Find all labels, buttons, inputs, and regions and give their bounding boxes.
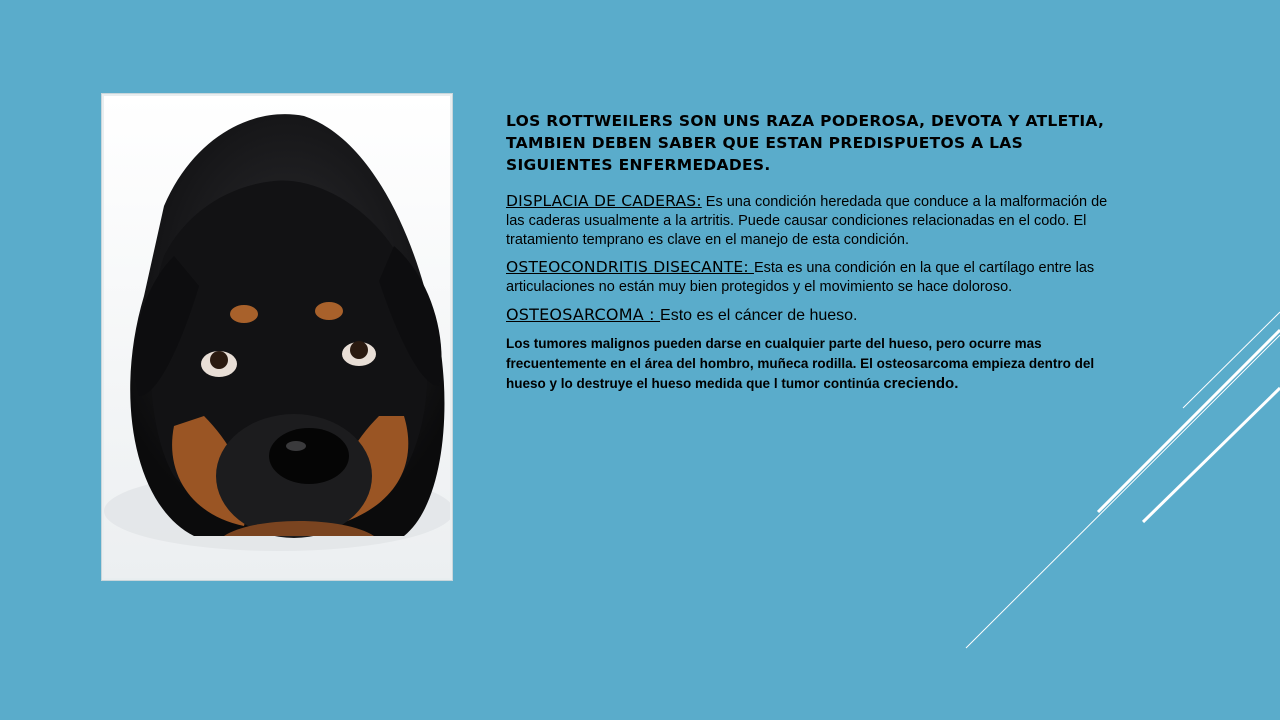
text-content [506, 110, 1120, 394]
term-osteosarcoma: OSTEOSARCOMA : [506, 305, 661, 324]
text-hip-dysplasia: Es una condición heredada que conduce a la malformación de las caderas usualmente a la artritis. Puede causar condiciones relacionadas en el codo. El tratamiento temprano es clave en el manejo de esta condición. [506, 194, 1108, 248]
closing-tail: creciendo. [883, 375, 959, 392]
text-osteochondritis: Esta es una condición en la que el cartílago entre las articulaciones no están muy bien protegidos y el movimiento se hace doloroso. [506, 260, 1095, 295]
closing-text: Los tumores malignos pueden darse en cualquier parte del hueso, pero ocurre mas frecuentemente en el área del hombro, muñeca rodilla. El osteosarcoma empieza dentro del hueso y lo destruye el hueso medida que l tumor continúa [506, 336, 1095, 391]
text-osteosarcoma: Esto es el cáncer de hueso. [660, 307, 858, 324]
section-osteochondritis [506, 258, 1120, 297]
term-osteochondritis: OSTEOCONDRITIS DISECANTE: [506, 258, 754, 276]
section-hip-dysplasia [506, 192, 1120, 250]
term-hip-dysplasia: DISPLACIA DE CADERAS: [506, 192, 702, 210]
closing-paragraph [506, 334, 1120, 394]
slide-title: LOS ROTTWEILERS SON UNS RAZA PODEROSA, DEVOTA Y ATLETIA, TAMBIEN DEBEN SABER QUE ESTAN PREDISPUETOS A LAS SIGUIENTES ENFERMEDADES. [506, 112, 1105, 174]
section-osteosarcoma [506, 305, 1120, 326]
